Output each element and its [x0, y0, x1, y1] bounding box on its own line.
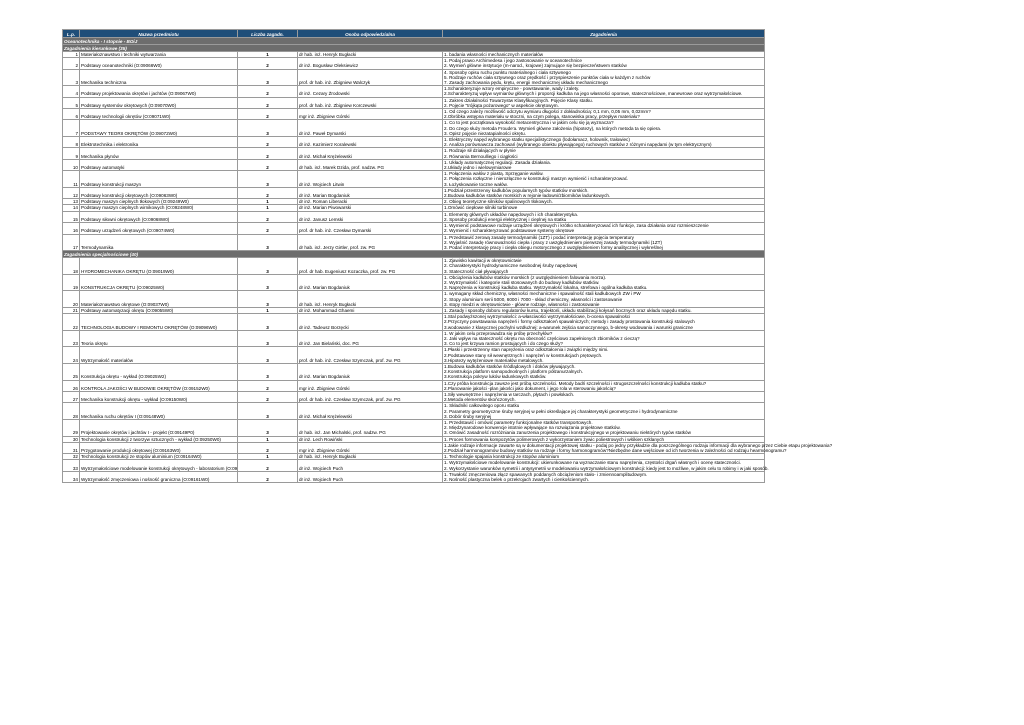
section-title[interactable]: Zagadnienia specjalnościowe (40): [63, 251, 765, 258]
cell-responsible-person[interactable]: prof. dr hab. inż. Zbigniew Korczewski: [298, 97, 443, 108]
cell-subject-name[interactable]: Przygotowanie produkcji okrętowej (O:09163W0): [80, 442, 238, 453]
cell-topics[interactable]: [443, 58, 765, 69]
section-row: [63, 45, 765, 52]
cell-topics[interactable]: [443, 223, 765, 234]
topic-line: 1.Scharakteryzuje wzory empiryczne - powstawanie, wady i zalety.: [444, 86, 580, 92]
topic-line: 2.Metoda elementów skończonych.: [444, 397, 516, 403]
table-row: [63, 258, 765, 275]
topic-line: 1.Podział przestrzenny kadłubów popularnych typów statków morskich.: [444, 187, 589, 193]
cell-lp[interactable]: 31: [63, 442, 80, 453]
cell-topics[interactable]: [443, 86, 765, 97]
cell-responsible-person[interactable]: dr inż. Marian Bogdaniuk: [298, 187, 443, 198]
cell-responsible-person[interactable]: dr inż. Michał Krężelewski: [298, 148, 443, 159]
cell-subject-name[interactable]: Materiałoznawstwo i techniki wytwarzania: [80, 52, 238, 58]
topic-line: 3.Konstrukcja pokryw luków ładunkowych statków.: [444, 374, 547, 380]
cell-topics[interactable]: [443, 471, 765, 482]
topic-line: 2.Podział harmonogramów budowy statków na rodzaje i formy harmonogramów?Niezbędne dane wejściowe od ich tworzenia w zależności od rodzaju hearmonogramu?: [444, 448, 787, 454]
cell-topics[interactable]: [443, 460, 769, 471]
cell-lp[interactable]: 11: [63, 171, 80, 188]
table-row: [63, 137, 765, 148]
cell-lp[interactable]: 27: [63, 391, 80, 402]
cell-lp[interactable]: 6: [63, 109, 80, 120]
topic-line: 2. Nośność plastyczna belek o przekrojach zwartych i cienkościennych.: [444, 477, 590, 483]
header-subject-name[interactable]: Nazwa przedmiotu: [80, 30, 238, 38]
cell-subject-name[interactable]: Mechanika ruchu okrętów I (O:09148W0): [80, 403, 238, 420]
topic-line: 2. Pojęcie "trójkąta pożarowego" w aspekcie okrętowym.: [444, 102, 559, 108]
cell-topics[interactable]: [443, 159, 765, 170]
topic-line: 3. Opisz pojęcie niezatapialności okrętu.: [444, 130, 526, 136]
cell-lp[interactable]: 33: [63, 460, 80, 471]
table-row: [63, 120, 765, 137]
cell-topic-count[interactable]: 2: [238, 159, 298, 170]
cell-lp[interactable]: 18: [63, 258, 80, 275]
table-row: [63, 148, 765, 159]
cell-subject-name[interactable]: PODSTAWY TEORII OKRĘTÓW (O:09072W0): [80, 120, 238, 137]
topic-line: 1.Jakie rodzaje informacje zawarte są w dokumentacji projektowej statku - podaj po jedny przykładzie dla poszczególnego rodzaju informacji dla wybranego przez Ciebie etapu projektowania?: [444, 442, 833, 448]
cell-responsible-person[interactable]: dr inż. Janusz Lemski: [298, 211, 443, 222]
cell-responsible-person[interactable]: dr inż. Michał Krężelewski: [298, 403, 443, 420]
cell-subject-name[interactable]: Wytrzymałość materiałów: [80, 347, 238, 364]
topic-line: 5. Rodzaje ruchów ciała sztywnego oraz prędkość i przyspieszenie punktów ciała w każdym z ruchów: [444, 74, 651, 80]
table-row: [63, 159, 765, 170]
cell-responsible-person[interactable]: dr inż. Roman Liberacki: [298, 199, 443, 205]
cell-topics[interactable]: [443, 171, 765, 188]
cell-topics[interactable]: [443, 420, 765, 437]
cell-topic-count[interactable]: 1: [238, 454, 298, 460]
cell-subject-name[interactable]: Podstawy maszyn cieplnych wirnikowych (O:09248W0): [80, 205, 238, 211]
table-row: [63, 86, 765, 97]
table-row: [63, 314, 765, 331]
table-row: [63, 234, 765, 251]
topic-line: 1. Od czego zależy możliwość odczytu wymiaru długości z dokładnością: 0,1 mm, 0,05 mm, 0,02mm?: [444, 109, 651, 115]
cell-responsible-person[interactable]: mgr inż. Zbigniew Górski: [298, 442, 443, 453]
cell-lp[interactable]: 25: [63, 363, 80, 380]
topic-line: 3. Podać interpretację pracy i ciepła obiegu motorycznego z uwzględnieniem formy analitycznej i wykreślnej: [444, 244, 663, 250]
topic-line: 1. Zjawisko kawitacji w okrętownictwie: [444, 258, 522, 264]
cell-responsible-person[interactable]: dr inż. Marian Piwowarski: [298, 205, 443, 211]
cell-topic-count[interactable]: 2: [238, 148, 298, 159]
cell-topics[interactable]: [443, 120, 765, 137]
topic-line: 2.Konstrukcja platform samopodnośnych i platform półzanurzalnych.: [444, 369, 583, 375]
table-row: [63, 420, 765, 437]
cell-topics[interactable]: [443, 234, 765, 251]
cell-responsible-person[interactable]: dr inż. Cezary Żrodowski: [298, 86, 443, 97]
cell-responsible-person[interactable]: dr hab. inż. Jerzy Girtler, prof. zw. PG: [298, 234, 443, 251]
cell-topic-count[interactable]: 1: [238, 52, 298, 58]
cell-topics[interactable]: [443, 403, 765, 420]
topic-line: 3.Hipotezy wytężeniowe materiałów metalowych.: [444, 357, 544, 363]
topic-line: 3. Łożyskowanie toczne wałów.: [444, 181, 508, 187]
cell-topics[interactable]: [443, 69, 765, 86]
topic-line: 1. Trwałość zmęczeniowa złącz spawanych poddanych obciążeniom stało- i zmiennoamplitudowym.: [444, 471, 648, 477]
cell-topic-count[interactable]: 3: [238, 69, 298, 86]
topic-line: 4. Sposoby opisu ruchu punktu materialnego i ciała sztywnego: [444, 69, 571, 75]
cell-responsible-person[interactable]: prof. dr hab. inż. Czesław Szymczak, prof. zw. PG: [298, 347, 443, 364]
cell-lp[interactable]: 15: [63, 211, 80, 222]
cell-topic-count[interactable]: 1: [238, 205, 298, 211]
topic-line: 2. Wykorzystanie warunków symetrii i antysymetrii w modelowaniu wytrzymałościowym konstrukcji: kiedy jest to możliwe, w jakim celu to robimy i w jaki sposób.: [444, 465, 769, 471]
table-row: [63, 391, 765, 402]
cell-subject-name[interactable]: TECHNOLOGIA BUDOWY I REMONTU OKRĘTÓW (O:09096W0): [80, 314, 238, 331]
cell-topic-count[interactable]: 3: [238, 420, 298, 437]
table-row: [63, 363, 765, 380]
cell-topic-count[interactable]: 2: [238, 97, 298, 108]
cell-topic-count[interactable]: 2: [238, 109, 298, 120]
cell-topics[interactable]: [443, 187, 765, 198]
cell-lp[interactable]: 10: [63, 159, 80, 170]
table-row: [63, 187, 765, 198]
topic-line: 2. Międzynarodowe konwencje istotnie wpływające na rozwiązania projektowe statków.: [444, 425, 621, 431]
cell-subject-name[interactable]: Podstawy automatyzacji okrętu (O:09055W0): [80, 307, 238, 313]
cell-lp[interactable]: 30: [63, 436, 80, 442]
cell-responsible-person[interactable]: mgr inż. Zbigniew Górski: [298, 109, 443, 120]
topic-line: 1. W jakim celu przeprowadza się próbę przechyłów?: [444, 330, 553, 336]
cell-lp[interactable]: 23: [63, 330, 80, 347]
program-row: [63, 38, 765, 45]
cell-responsible-person[interactable]: dr inż. Marian Bogdaniuk: [298, 363, 443, 380]
cell-topic-count[interactable]: 2: [238, 460, 298, 471]
cell-topic-count[interactable]: 2: [238, 211, 298, 222]
table-row: [63, 223, 765, 234]
topic-line: 1. Wymienić podstawowe rodzaje urządzeń okrętowych i krótko scharakteryzować ich funkcje, zasa działania oraz rozmieszczenie: [444, 223, 709, 229]
cell-responsible-person[interactable]: dr inż. Wojciech Puch: [298, 460, 443, 471]
table-row: [63, 347, 765, 364]
topic-line: 1.Czy próba konstrukcja zawsze jest próbą szczelności. Metody badń szczelności i strugoszczelności konstrukcji kadłuba statku?: [444, 380, 707, 386]
topic-line: 1.Płaski i przestrzenny stan naprężenia oraz odkształcenia i związki między nimi.: [444, 347, 609, 353]
topic-line: 2.Planowanie jakości -plan jakości jako dokument, i jego rola w sterowaniu jakością?: [444, 385, 616, 391]
topics-table: [62, 29, 833, 483]
cell-topic-count[interactable]: 1: [238, 199, 298, 205]
cell-topic-count[interactable]: 2: [238, 58, 298, 69]
cell-responsible-person[interactable]: dr inż. Lech Rowiński: [298, 436, 443, 442]
cell-subject-name[interactable]: Projektowanie okrętów i jachtów I - projekt (O:09149P0): [80, 420, 238, 437]
cell-subject-name[interactable]: Podstawy systemów okrętowych (O:09070W0): [80, 97, 238, 108]
cell-responsible-person[interactable]: prof. dr hab. inż. Czesław Dymarski: [298, 223, 443, 234]
cell-topic-count[interactable]: 2: [238, 86, 298, 97]
cell-subject-name[interactable]: Podstawy technologii okrętów (O:09071W0): [80, 109, 238, 120]
cell-subject-name[interactable]: Podstawy oceanotechniki (O:09066W0): [80, 58, 238, 69]
cell-lp[interactable]: 4: [63, 86, 80, 97]
cell-responsible-person[interactable]: dr inż. Tadeusz Borzęcki: [298, 314, 443, 331]
cell-lp[interactable]: 34: [63, 471, 80, 482]
cell-topic-count[interactable]: 3: [238, 347, 298, 364]
cell-responsible-person[interactable]: dr inż. Mohammad Ghaemi: [298, 307, 443, 313]
cell-topic-count[interactable]: 2: [238, 442, 298, 453]
cell-topic-count[interactable]: 3: [238, 234, 298, 251]
cell-topic-count[interactable]: 3: [238, 274, 298, 291]
table-row: [63, 171, 765, 188]
section-title[interactable]: Zagadnienia kierunkowe (35): [63, 45, 765, 52]
cell-lp[interactable]: 16: [63, 223, 80, 234]
topic-line: 2.Obróbka wstępna materiału w stoczni, na czym polega, stanowiska pracy, przepływ materiału?: [444, 114, 640, 120]
topic-line: 3. Co to jest krzywa ramion prostujących i do czego służy?: [444, 341, 563, 347]
table-row: [63, 403, 765, 420]
cell-lp[interactable]: 32: [63, 454, 80, 460]
topic-line: 1. Przedstawić i omówić parametry funkcjonalne statków transportowych.: [444, 420, 593, 425]
section-row: [63, 251, 765, 258]
cell-topic-count[interactable]: 1: [238, 307, 298, 313]
cell-topics[interactable]: [443, 363, 765, 380]
cell-topics[interactable]: [443, 137, 765, 148]
topic-line: 1.Siły wewnętrzne i naprężenia w tarczach, płytach i powłokach.: [444, 391, 575, 397]
spreadsheet: [62, 29, 833, 483]
cell-subject-name[interactable]: Podstawy urządzeń okrętowych (O:09074W0): [80, 223, 238, 234]
cell-responsible-person[interactable]: dr inż. Bogusław Oleksiewicz: [298, 58, 443, 69]
cell-responsible-person[interactable]: dr inż. Wojciech Puch: [298, 471, 443, 482]
cell-responsible-person[interactable]: dr hab. inż. Marek Dzida, prof. nadzw. PG: [298, 159, 443, 170]
topic-line: 3. Omówić zasadność rozróżniania zanurzenia projektowego i konstrukcyjnego w projektowaniu niektórych typów statków: [444, 430, 691, 436]
topic-line: 2. Wymień główne instytucje (m-narod., krajowe) zajmujące się bezpieczeństwem statków: [444, 63, 627, 69]
cell-lp[interactable]: 13: [63, 199, 80, 205]
table-row: [63, 442, 765, 453]
topic-line: 2.Przyczyny powstawania naprężeń i formy odkształceń spawalniczych; metody i zasady prostowania konstrukcji stalowych: [444, 319, 695, 325]
topic-line: 1. Elementy głównych układów napędowych i ich charakterystyka.: [444, 211, 579, 217]
cell-topic-count[interactable]: 3: [238, 363, 298, 380]
topic-line: 2. Wyjaśnić zasadę równoważności ciepła i pracy z uwzględnieniem pierwszej zasady termodynamiki (1ZT): [444, 239, 662, 245]
topic-line: 2.Podstawowe stany sił wewnętrznych i naprężeń w konstrukcjach prętowych.: [444, 352, 603, 358]
cell-lp[interactable]: 24: [63, 347, 80, 364]
topic-line: 1.Stal podwyższonej wytrzymałości: a-własciwości wytrzymałościowe, b-ocena spawalności: [444, 314, 631, 320]
cell-lp[interactable]: 2: [63, 58, 80, 69]
cell-responsible-person[interactable]: dr inż. Paweł Dymarski: [298, 120, 443, 137]
cell-subject-name[interactable]: Podstawy konstrukcji maszyn: [80, 171, 238, 188]
topic-line: 2. Obieg teoretyczne silników spalinowych tłokowych.: [444, 199, 553, 205]
cell-topic-count[interactable]: 2: [238, 391, 298, 402]
cell-lp[interactable]: 19: [63, 274, 80, 291]
cell-lp[interactable]: 7: [63, 120, 80, 137]
cell-responsible-person[interactable]: dr inż. Jan Bielański, doc. PG: [298, 330, 443, 347]
topic-line: 1. Zakres działalności Towarzystw Klasyfikacyjnych. Pojęcie Klasy statku.: [444, 97, 594, 103]
cell-subject-name[interactable]: HYDROMECHANIKA OKRĘTU (O:09019W0): [80, 258, 238, 275]
topic-line: 1. Obciążenia kadłubów statków morskich (z uwzględnieniem falowania morza).: [444, 274, 607, 280]
topic-line: 3. stopy miedzi w okrętownictwie - główne rodzaje, własności i zastosowanie: [444, 301, 600, 307]
topic-line: 2. Stopy aluminium serii 5000, 6000 i 7000 - skład chemiczny, własności i zastosowanie: [444, 296, 623, 302]
topic-line: 3. Naprężenia w konstrukcji kadłuba statku. Wytrzymałość lokalna, strefowa i ogólna kadłuba statku.: [444, 285, 648, 291]
topic-line: 1. Rodzaje sił działających w płynie: [444, 148, 516, 154]
cell-topics[interactable]: [443, 391, 765, 402]
cell-subject-name[interactable]: Materiałoznawstwo okrętowe (O:09037W0): [80, 291, 238, 308]
cell-subject-name[interactable]: Technologia konstrukcji ze stopów aluminium (O:09164W0): [80, 454, 238, 460]
cell-topic-count[interactable]: 3: [238, 403, 298, 420]
topic-line: 1. badania własności mechanicznych materiałów: [444, 52, 544, 57]
topic-line: 2.Budowa kadłubów statków morskich w rejonie ładowni/zbiorników ładunkowych.: [444, 193, 611, 199]
cell-topics[interactable]: [443, 211, 765, 222]
topic-line: 2. Połączenia rozłączne i nierozłączne w konstrukcji maszyn wymienić i scharakteryzować.: [444, 176, 629, 182]
topic-line: 2.Układy jedno i wielowymiarowe: [444, 165, 512, 171]
cell-subject-name[interactable]: Mechanika konstrukcji okrętu - wykład (O:09150W0): [80, 391, 238, 402]
cell-subject-name[interactable]: Wytrzymałość zmęczeniowa i nośność graniczna (O:09161W0): [80, 471, 238, 482]
cell-topic-count[interactable]: 3: [238, 120, 298, 137]
cell-subject-name[interactable]: Teoria okrętu: [80, 330, 238, 347]
header-responsible-person[interactable]: Osoba odpowiedzialna: [298, 30, 443, 38]
topic-line: 2. Jaki wpływ na stateczność okrętu ma obecność częściowo zapełnionych zbiorników z cieczą?: [444, 335, 640, 341]
cell-responsible-person[interactable]: dr inż. Wojciech Litwin: [298, 171, 443, 188]
table-row: [63, 330, 765, 347]
cell-topics[interactable]: [443, 258, 765, 275]
topic-line: 2. Do czego służy metoda Froude'a. Wymień główne założenia (hipotezy), na których metoda ta się opiera.: [444, 125, 662, 131]
cell-responsible-person[interactable]: prof. dr hab. inż. Czesław Szymczak, prof. zw. PG: [298, 391, 443, 402]
cell-topics[interactable]: [443, 314, 765, 331]
cell-topic-count[interactable]: 1: [238, 436, 298, 442]
cell-lp[interactable]: 17: [63, 234, 80, 251]
cell-lp[interactable]: 12: [63, 187, 80, 198]
cell-topics[interactable]: [443, 274, 765, 291]
cell-subject-name[interactable]: Wytrzymałościowe modelowanie konstrukcji okrętowych - laboratorium (O:09: [80, 460, 238, 471]
cell-subject-name[interactable]: Elektrotechnika i elektronika: [80, 137, 238, 148]
cell-lp[interactable]: 8: [63, 137, 80, 148]
cell-responsible-person[interactable]: dr hab. inż. Henryk Bugłacki: [298, 291, 443, 308]
table-row: [63, 58, 765, 69]
topic-line: 1. Elektryczny napęd wybranego statku specjalistycznego (lodołamacz, holownik, trałowiec): [444, 137, 630, 143]
cell-lp[interactable]: 3: [63, 69, 80, 86]
cell-subject-name[interactable]: Podstawy siłowni okrętowych (O:09068W0): [80, 211, 238, 222]
cell-topics[interactable]: [443, 291, 765, 308]
cell-topic-count[interactable]: 2: [238, 471, 298, 482]
cell-subject-name[interactable]: KONTROLA JAKOŚCI W BUDOWIE OKRĘTÓW (O:09152W0): [80, 380, 238, 391]
header-lp[interactable]: L.p.: [63, 30, 80, 38]
cell-topics[interactable]: [443, 148, 765, 159]
cell-subject-name[interactable]: Technologia konstrukcji z tworzyw sztucznych - wykład (O:09250W0): [80, 436, 238, 442]
cell-topic-count[interactable]: 3: [238, 171, 298, 188]
cell-lp[interactable]: 22: [63, 314, 80, 331]
cell-responsible-person[interactable]: prof. dr hab. Eugeniusz Kozaczka, prof. zw. PG: [298, 258, 443, 275]
topic-line: 1. wymagany skład chemiczny, własności mechaniczne i spawalność stali kadłubowych ZW i PW: [444, 291, 641, 297]
topic-line: 2. Charakterystyki hydrodynamiczne swobodnej śruby napędowej: [444, 263, 578, 269]
topic-line: 2. Wytrzymałość i kategorie stali stosowanych do budowy kadłubów statków.: [444, 279, 600, 285]
cell-responsible-person[interactable]: mgr inż. Zbigniew Górski: [298, 380, 443, 391]
topic-line: 1. Składniki całkowitego oporu statku: [444, 403, 520, 409]
cell-responsible-person[interactable]: dr inż. Kazimierz Koralewski: [298, 137, 443, 148]
topic-line: 1. Podaj prawo Archimedesa i jego zastosowanie w oceanotechnice: [444, 58, 582, 64]
topic-line: 1. Połączenia wałów z piastą. Sprzęganie wałów.: [444, 171, 544, 177]
cell-lp[interactable]: 1: [63, 52, 80, 58]
cell-subject-name[interactable]: Podstawy automatyki: [80, 159, 238, 170]
cell-topics[interactable]: [443, 442, 833, 454]
cell-topic-count[interactable]: 2: [238, 380, 298, 391]
cell-lp[interactable]: 28: [63, 403, 80, 420]
cell-topic-count[interactable]: 2: [238, 223, 298, 234]
topic-line: 2. Analiza porównawcza zachowań (wybranego obiektu pływającego) ruchowych statków z różnymi napędami (w tym elektrycznym): [444, 142, 712, 148]
table-row: [63, 471, 765, 482]
cell-topic-count[interactable]: 3: [238, 330, 298, 347]
header-row: [63, 30, 765, 38]
topic-line: 2. Równania Bernoulliego i ciągłości: [444, 153, 518, 159]
cell-subject-name[interactable]: Podstawy konstrukcji okrętowych (O:09063W0): [80, 187, 238, 198]
cell-subject-name[interactable]: Termodynamika: [80, 234, 238, 251]
topic-line: 3.wodowanie z klasycznej pochylni wzdłużnej: a-warunek zejścia samoczynnego, b-okresy wodowania i warunki graniczne: [444, 324, 693, 330]
cell-topic-count[interactable]: 3: [238, 258, 298, 275]
cell-topic-count[interactable]: 3: [238, 291, 298, 308]
cell-responsible-person[interactable]: dr hab. inż. Henryk Bugłacki: [298, 52, 443, 58]
cell-responsible-person[interactable]: dr hab. inż. Jan Michalski, prof. nadzw. PG: [298, 420, 443, 437]
cell-topics[interactable]: [443, 380, 765, 391]
topic-line: 7. Zasady zachowania pędu, krętu, energii mechanicznej układu mechanicznego: [444, 80, 608, 86]
table-row: [63, 69, 765, 86]
topic-line: 2. Wymienić i scharakteryzować podstawowe systemy okrętowe: [444, 228, 575, 234]
cell-subject-name[interactable]: KONSTRUKCJA OKRĘTU (O:09025W0): [80, 274, 238, 291]
cell-subject-name[interactable]: Mechanika techniczna: [80, 69, 238, 86]
table-body: [63, 38, 833, 483]
table-row: [63, 291, 765, 308]
topic-line: 1. Wytrzymałościowe modelowanie konstrukcji: ukierunkowane na wyznaczanie stanu naprężenia, częstości drgań własnych i ocenę stateczności.: [444, 460, 741, 466]
topic-line: 3. Dobór śruby seryjnej: [444, 413, 492, 419]
program-title[interactable]: Oceanotechnika - I stopnie - BOiJ: [63, 38, 765, 45]
cell-topics[interactable]: [443, 347, 765, 364]
topic-line: 1. Proces formowania kompozytów polimerowych z wykorzystaniem żywic poliestrowych i włókien szklanych: [444, 436, 665, 442]
cell-lp[interactable]: 21: [63, 307, 80, 313]
cell-lp[interactable]: 14: [63, 205, 80, 211]
cell-lp[interactable]: 9: [63, 148, 80, 159]
cell-topics[interactable]: [443, 97, 765, 108]
topic-line: 1. Przedstawić zerową zasadę termodynamiki (1ZT) i podać interpretację pojęcia temperatury: [444, 234, 634, 240]
table-row: [63, 109, 765, 120]
topic-line: 1.Budowa kadłubów statków śródlądowych i doków pływających.: [444, 363, 576, 369]
topic-line: 2.Scharakteryzuj wpływ wymiarów głównych i proporcji kadłuba na jego własności oporowe, statecznościowe, manewrowe oraz wytrzymałościowe.: [444, 91, 743, 97]
header-topics[interactable]: Zagadnienia: [443, 30, 765, 38]
cell-topic-count[interactable]: 2: [238, 137, 298, 148]
topic-line: 2. Sposoby produkcji energii elektrycznej i cieplnej na statku: [444, 216, 567, 222]
cell-subject-name[interactable]: Podstawy maszyn cieplnych tłokowych (O:09249W0): [80, 199, 238, 205]
table-row: [63, 211, 765, 222]
cell-topics[interactable]: [443, 109, 765, 120]
cell-responsible-person[interactable]: dr hab. inż. Henryk Bugłacki: [298, 454, 443, 460]
cell-lp[interactable]: 20: [63, 291, 80, 308]
topic-line: 3. Stateczność ciał pływających: [444, 268, 509, 274]
table-row: [63, 380, 765, 391]
topic-line: 1. Zasady i sposoby doboru regulatorów kursu, trajektorii, układu stabilizacji kołysań bocznych oraz układu napędu statku.: [444, 307, 692, 313]
cell-responsible-person[interactable]: prof. dr hab. inż. Zbigniew Walczyk: [298, 69, 443, 86]
topic-line: 1.Omówić ciepłowe silniki turbinowe: [444, 205, 518, 211]
table-row: [63, 97, 765, 108]
cell-subject-name[interactable]: Mechanika płynów: [80, 148, 238, 159]
cell-subject-name[interactable]: Konstrukcja okrętu - wykład (O:09025W2): [80, 363, 238, 380]
table-row: [63, 460, 765, 471]
cell-topics[interactable]: [443, 330, 765, 347]
topic-line: 1. Technologie spajania konstrukcji ze stopów aluminium: [444, 454, 560, 460]
topic-line: 1. Układy automatycznej regulacji. Zasada działania.: [444, 159, 551, 165]
topic-line: 1. Co to jest początkowa wysokość metacentryczna i w jakim celu się ją wyznacza?: [444, 120, 614, 126]
cell-subject-name[interactable]: Podstawy projektowania okrętów i jachtów (O:09067W0): [80, 86, 238, 97]
cell-responsible-person[interactable]: dr inż. Marian Bogdaniuk: [298, 274, 443, 291]
cell-lp[interactable]: 5: [63, 97, 80, 108]
cell-lp[interactable]: 26: [63, 380, 80, 391]
topic-line: 2. Parametry geometryczne śruby seryjnej w pełni określające jej charakterystyki geometryczne i hydrodynamiczne: [444, 408, 678, 414]
table-row: [63, 274, 765, 291]
cell-topic-count[interactable]: 3: [238, 314, 298, 331]
cell-lp[interactable]: 29: [63, 420, 80, 437]
header-topic-count[interactable]: Liczba zagadn.: [238, 30, 298, 38]
cell-topic-count[interactable]: 2: [238, 187, 298, 198]
